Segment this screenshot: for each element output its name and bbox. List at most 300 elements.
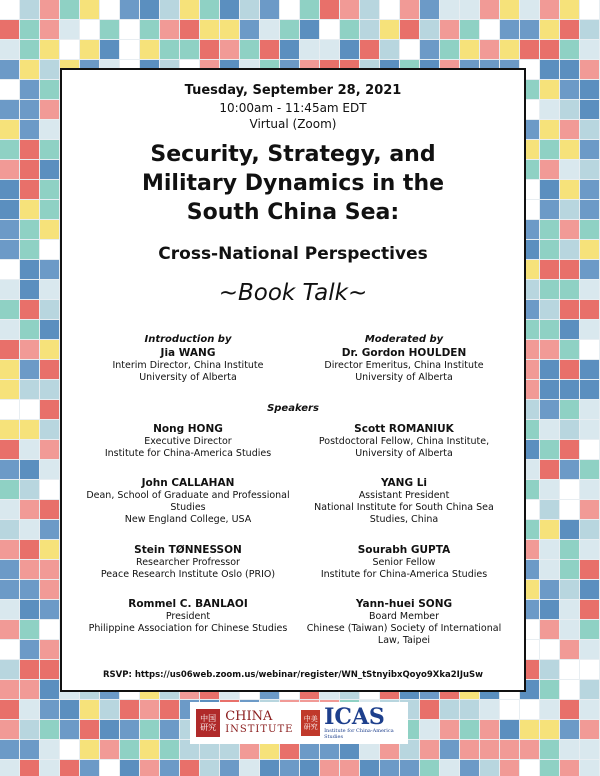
mosaic-tile [20, 280, 39, 299]
mosaic-tile [100, 720, 119, 739]
mosaic-tile [120, 40, 139, 59]
mosaic-tile [340, 0, 359, 19]
mosaic-tile [160, 0, 179, 19]
mosaic-tile [540, 600, 559, 619]
mosaic-tile [560, 200, 579, 219]
mosaic-tile [40, 300, 59, 319]
mosaic-tile [560, 340, 579, 359]
mosaic-tile [0, 120, 19, 139]
mosaic-tile [40, 540, 59, 559]
mosaic-tile [20, 700, 39, 719]
mosaic-tile [40, 380, 59, 399]
mosaic-tile [420, 0, 439, 19]
mosaic-tile [560, 100, 579, 119]
speaker-affiliation: National Institute for South China Sea [314, 502, 494, 513]
mosaic-tile [20, 120, 39, 139]
mosaic-tile [0, 260, 19, 279]
mosaic-tile [500, 700, 519, 719]
mosaic-tile [40, 60, 59, 79]
mosaic-tile [560, 400, 579, 419]
mosaic-tile [100, 700, 119, 719]
mosaic-tile [460, 740, 479, 759]
mosaic-tile [200, 760, 219, 776]
mosaic-tile [0, 700, 19, 719]
mosaic-tile [560, 580, 579, 599]
mosaic-tile [260, 760, 279, 776]
mosaic-tile [520, 0, 539, 19]
mosaic-tile [540, 320, 559, 339]
mosaic-tile [580, 180, 599, 199]
mosaic-tile [0, 160, 19, 179]
mosaic-tile [540, 200, 559, 219]
mosaic-tile [540, 680, 559, 699]
event-date: Tuesday, September 28, 2021 [184, 83, 402, 98]
mosaic-tile [20, 480, 39, 499]
mosaic-tile [120, 740, 139, 759]
mosaic-tile [560, 180, 579, 199]
mosaic-tile [540, 180, 559, 199]
mosaic-tile [140, 760, 159, 776]
mosaic-tile [580, 420, 599, 439]
mosaic-tile [60, 0, 79, 19]
mosaic-tile [560, 720, 579, 739]
speaker-entry [294, 422, 514, 460]
mosaic-tile [540, 80, 559, 99]
mosaic-tile [200, 0, 219, 19]
mosaic-tile [0, 720, 19, 739]
mosaic-tile [540, 620, 559, 639]
mosaic-tile [20, 140, 39, 159]
mosaic-tile [580, 160, 599, 179]
mosaic-tile [480, 740, 499, 759]
mosaic-tile [500, 740, 519, 759]
mosaic-tile [40, 200, 59, 219]
mosaic-tile [140, 20, 159, 39]
mosaic-tile [20, 240, 39, 259]
mosaic-tile [420, 740, 439, 759]
speaker-entry [294, 476, 514, 526]
mosaic-tile [460, 760, 479, 776]
mosaic-tile [40, 720, 59, 739]
mosaic-tile [320, 0, 339, 19]
mosaic-tile [200, 20, 219, 39]
mosaic-tile [40, 620, 59, 639]
mosaic-tile [560, 640, 579, 659]
mosaic-tile [0, 420, 19, 439]
mosaic-tile [20, 220, 39, 239]
mosaic-tile [580, 680, 599, 699]
mosaic-tile [300, 40, 319, 59]
mosaic-tile [160, 20, 179, 39]
mosaic-tile [20, 320, 39, 339]
mosaic-tile [120, 760, 139, 776]
mosaic-tile [560, 700, 579, 719]
mosaic-tile [0, 40, 19, 59]
mosaic-tile [580, 100, 599, 119]
mosaic-tile [260, 20, 279, 39]
rsvp-link[interactable]: RSVP: https://us06web.zoom.us/webinar/register/WN_tStnyibxQoyo9Xka2IJuSw [102, 670, 484, 680]
mosaic-tile [540, 220, 559, 239]
mosaic-tile [40, 0, 59, 19]
mosaic-tile [40, 580, 59, 599]
mosaic-tile [0, 740, 19, 759]
mosaic-tile [380, 760, 399, 776]
introducer-affiliation: University of Alberta [139, 372, 237, 383]
china-institute-wordmark-2: INSTITUTE [225, 724, 294, 735]
mosaic-tile [20, 600, 39, 619]
mosaic-tile [0, 560, 19, 579]
mosaic-tile [540, 580, 559, 599]
mosaic-tile [540, 540, 559, 559]
mosaic-tile [560, 520, 579, 539]
mosaic-tile [480, 760, 499, 776]
mosaic-tile [260, 40, 279, 59]
mosaic-tile [20, 380, 39, 399]
mosaic-tile [540, 500, 559, 519]
mosaic-tile [300, 20, 319, 39]
speaker-affiliation: Law, Taipei [377, 635, 431, 646]
mosaic-tile [40, 680, 59, 699]
mosaic-tile [40, 340, 59, 359]
speaker-name: John CALLAHAN [141, 477, 235, 489]
mosaic-tile [500, 0, 519, 19]
mosaic-tile [560, 360, 579, 379]
mosaic-tile [540, 420, 559, 439]
mosaic-tile [20, 440, 39, 459]
mosaic-tile [20, 500, 39, 519]
mosaic-tile [500, 20, 519, 39]
mosaic-tile [580, 540, 599, 559]
mosaic-tile [380, 20, 399, 39]
mosaic-tile [560, 740, 579, 759]
mosaic-tile [20, 540, 39, 559]
mosaic-tile [140, 40, 159, 59]
mosaic-tile [20, 760, 39, 776]
mosaic-tile [40, 160, 59, 179]
mosaic-tile [20, 300, 39, 319]
mosaic-tile [540, 660, 559, 679]
speaker-entry [78, 476, 298, 526]
mosaic-tile [480, 40, 499, 59]
mosaic-tile [40, 660, 59, 679]
mosaic-tile [20, 360, 39, 379]
mosaic-tile [40, 140, 59, 159]
mosaic-tile [40, 320, 59, 339]
mosaic-tile [40, 360, 59, 379]
mosaic-tile [320, 40, 339, 59]
mosaic-tile [580, 60, 599, 79]
mosaic-tile [20, 720, 39, 739]
mosaic-tile [220, 760, 239, 776]
mosaic-tile [0, 500, 19, 519]
mosaic-tile [120, 720, 139, 739]
introduction-label: Introduction by [144, 334, 232, 345]
mosaic-tile [100, 740, 119, 759]
mosaic-tile [480, 700, 499, 719]
mosaic-tile [540, 280, 559, 299]
speaker-affiliation: Institute for China-America Studies [320, 569, 488, 580]
introduction-block [78, 334, 298, 384]
mosaic-tile [440, 720, 459, 739]
mosaic-tile [580, 320, 599, 339]
mosaic-tile [360, 760, 379, 776]
mosaic-tile [340, 20, 359, 39]
mosaic-tile [220, 20, 239, 39]
mosaic-tile [360, 40, 379, 59]
mosaic-tile [580, 740, 599, 759]
mosaic-tile [40, 100, 59, 119]
mosaic-tile [580, 760, 599, 776]
mosaic-tile [0, 380, 19, 399]
mosaic-tile [560, 500, 579, 519]
mosaic-tile [60, 20, 79, 39]
mosaic-tile [540, 240, 559, 259]
mosaic-tile [480, 0, 499, 19]
mosaic-tile [240, 0, 259, 19]
mosaic-tile [80, 760, 99, 776]
mosaic-tile [560, 220, 579, 239]
mosaic-tile [560, 240, 579, 259]
icas-fullname: Institute for China-America Studies [324, 728, 394, 740]
mosaic-tile [0, 180, 19, 199]
moderator-title: Director Emeritus, China Institute [324, 360, 484, 371]
mosaic-tile [460, 0, 479, 19]
mosaic-tile [280, 40, 299, 59]
mosaic-tile [40, 20, 59, 39]
mosaic-tile [340, 40, 359, 59]
speaker-name: Rommel C. BANLAOI [128, 598, 248, 610]
mosaic-tile [460, 40, 479, 59]
mosaic-tile [0, 220, 19, 239]
speaker-affiliation: Dean, School of Graduate and Professional [86, 490, 290, 501]
mosaic-tile [120, 0, 139, 19]
mosaic-tile [0, 140, 19, 159]
mosaic-tile [0, 520, 19, 539]
mosaic-tile [20, 620, 39, 639]
mosaic-tile [0, 100, 19, 119]
china-institute-seal-icon: 中国 研究 [196, 709, 220, 737]
mosaic-tile [0, 300, 19, 319]
mosaic-tile [80, 740, 99, 759]
speaker-affiliation: Chinese (Taiwan) Society of International [306, 623, 502, 634]
mosaic-tile [260, 0, 279, 19]
mosaic-tile [100, 40, 119, 59]
mosaic-tile [380, 40, 399, 59]
mosaic-tile [420, 20, 439, 39]
mosaic-tile [560, 260, 579, 279]
mosaic-tile [440, 40, 459, 59]
mosaic-tile [20, 80, 39, 99]
speaker-affiliation: Senior Fellow [372, 557, 436, 568]
mosaic-tile [20, 400, 39, 419]
mosaic-tile [40, 400, 59, 419]
mosaic-tile [420, 40, 439, 59]
mosaic-tile [180, 760, 199, 776]
title-line-3: South China Sea: [186, 200, 400, 225]
mosaic-tile [580, 140, 599, 159]
mosaic-tile [560, 20, 579, 39]
mosaic-tile [160, 700, 179, 719]
mosaic-tile [580, 360, 599, 379]
mosaic-tile [540, 20, 559, 39]
mosaic-tile [560, 60, 579, 79]
mosaic-tile [560, 320, 579, 339]
mosaic-tile [520, 720, 539, 739]
mosaic-tile [140, 740, 159, 759]
mosaic-tile [140, 0, 159, 19]
mosaic-tile [560, 0, 579, 19]
mosaic-tile [440, 700, 459, 719]
icas-wordmark: ICAS [324, 704, 385, 730]
speaker-name: Yann-huei SONG [355, 598, 453, 610]
mosaic-tile [560, 40, 579, 59]
mosaic-tile [320, 20, 339, 39]
mosaic-tile [20, 680, 39, 699]
mosaic-tile [40, 220, 59, 239]
mosaic-tile [40, 600, 59, 619]
mosaic-tile [120, 700, 139, 719]
mosaic-tile [60, 760, 79, 776]
mosaic-tile [0, 440, 19, 459]
mosaic-tile [580, 720, 599, 739]
mosaic-tile [20, 100, 39, 119]
mosaic-tile [580, 500, 599, 519]
mosaic-tile [60, 700, 79, 719]
mosaic-tile [20, 0, 39, 19]
mosaic-tile [40, 280, 59, 299]
mosaic-tile [540, 60, 559, 79]
speaker-entry [294, 543, 514, 581]
mosaic-tile [560, 620, 579, 639]
mosaic-tile [580, 660, 599, 679]
mosaic-tile [580, 280, 599, 299]
mosaic-tile [540, 140, 559, 159]
mosaic-tile [540, 120, 559, 139]
mosaic-tile [20, 660, 39, 679]
mosaic-tile [80, 0, 99, 19]
speaker-affiliation: Postdoctoral Fellow, China Institute, [318, 436, 490, 447]
mosaic-tile [20, 340, 39, 359]
mosaic-tile [500, 720, 519, 739]
mosaic-tile [580, 120, 599, 139]
mosaic-tile [40, 640, 59, 659]
mosaic-tile [560, 380, 579, 399]
mosaic-tile [0, 460, 19, 479]
mosaic-tile [40, 500, 59, 519]
speaker-name: Sourabh GUPTA [357, 544, 451, 556]
mosaic-tile [240, 20, 259, 39]
mosaic-tile [420, 720, 439, 739]
mosaic-tile [100, 20, 119, 39]
speaker-entry [294, 597, 514, 647]
mosaic-tile [20, 200, 39, 219]
mosaic-tile [520, 740, 539, 759]
mosaic-tile [0, 240, 19, 259]
mosaic-tile [580, 600, 599, 619]
mosaic-tile [560, 300, 579, 319]
title-line-2: Military Dynamics in the [141, 171, 445, 196]
mosaic-tile [540, 340, 559, 359]
icas-seal-icon: 中美 研究 [301, 710, 320, 736]
mosaic-tile [280, 20, 299, 39]
mosaic-tile [320, 760, 339, 776]
mosaic-tile [580, 200, 599, 219]
mosaic-tile [540, 160, 559, 179]
mosaic-tile [580, 440, 599, 459]
event-title [62, 140, 524, 227]
mosaic-tile [60, 720, 79, 739]
mosaic-tile [520, 760, 539, 776]
mosaic-tile [580, 40, 599, 59]
mosaic-tile [0, 580, 19, 599]
mosaic-tile [540, 260, 559, 279]
mosaic-tile [460, 700, 479, 719]
mosaic-tile [540, 480, 559, 499]
mosaic-tile [280, 0, 299, 19]
mosaic-tile [0, 340, 19, 359]
mosaic-tile [40, 460, 59, 479]
speakers-heading: Speakers [267, 403, 319, 414]
mosaic-tile [540, 640, 559, 659]
mosaic-tile [0, 600, 19, 619]
mosaic-tile [20, 740, 39, 759]
mosaic-tile [560, 280, 579, 299]
mosaic-tile [580, 560, 599, 579]
mosaic-tile [60, 40, 79, 59]
mosaic-tile [140, 720, 159, 739]
mosaic-tile [0, 280, 19, 299]
mosaic-tile [580, 460, 599, 479]
speaker-affiliation: Institute for China-America Studies [104, 448, 272, 459]
mosaic-tile [440, 20, 459, 39]
mosaic-tile [20, 180, 39, 199]
mosaic-tile [60, 740, 79, 759]
mosaic-tile [40, 40, 59, 59]
mosaic-tile [160, 740, 179, 759]
mosaic-tile [580, 260, 599, 279]
moderator-label: Moderated by [364, 334, 444, 345]
mosaic-tile [0, 0, 19, 19]
mosaic-tile [0, 360, 19, 379]
mosaic-tile [0, 80, 19, 99]
mosaic-tile [220, 40, 239, 59]
mosaic-tile [480, 20, 499, 39]
china-institute-wordmark-1: CHINA [225, 709, 273, 724]
speaker-affiliation: Board Member [368, 611, 440, 622]
mosaic-tile [540, 40, 559, 59]
mosaic-tile [300, 760, 319, 776]
mosaic-tile [180, 40, 199, 59]
mosaic-tile [0, 400, 19, 419]
mosaic-tile [20, 20, 39, 39]
mosaic-tile [440, 0, 459, 19]
china-institute-logo [225, 710, 293, 736]
mosaic-tile [460, 720, 479, 739]
mosaic-tile [40, 560, 59, 579]
mosaic-tile [40, 80, 59, 99]
mosaic-tile [160, 760, 179, 776]
speaker-name: Scott ROMANIUK [354, 423, 454, 435]
mosaic-tile [100, 0, 119, 19]
mosaic-tile [580, 640, 599, 659]
mosaic-tile [40, 120, 59, 139]
mosaic-tile [0, 20, 19, 39]
mosaic-tile [580, 700, 599, 719]
speaker-name: Stein TØNNESSON [134, 544, 242, 556]
mosaic-tile [240, 760, 259, 776]
mosaic-tile [560, 760, 579, 776]
mosaic-tile [560, 160, 579, 179]
